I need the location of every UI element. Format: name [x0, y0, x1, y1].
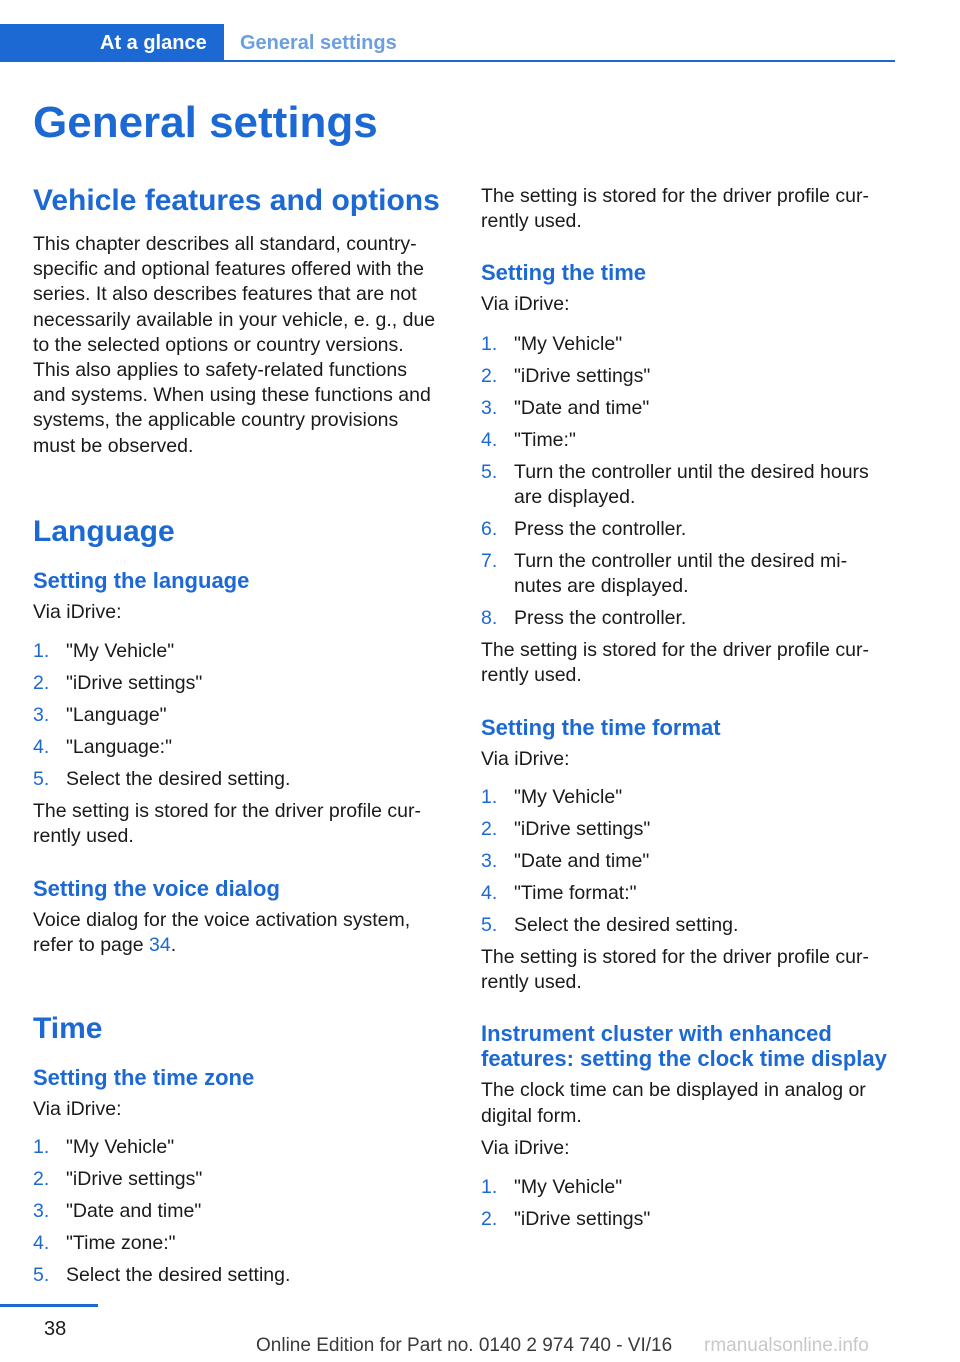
step-number: 5. — [33, 1264, 50, 1287]
via-idrive-label: Via iDrive: — [481, 293, 570, 316]
step-number: 2. — [481, 364, 498, 387]
voice-dialog-heading: Setting the voice dialog — [33, 875, 280, 901]
time-zone-heading: Setting the time zone — [33, 1065, 255, 1091]
step-number: 2. — [481, 1208, 498, 1231]
step-text: Turn the controller until the desired mi-nutes are displayed. — [514, 549, 848, 598]
step-number: 1. — [33, 1136, 50, 1159]
time-format-steps-list — [481, 785, 891, 938]
step-text: Select the desired setting. — [514, 913, 739, 936]
step-number: 3. — [33, 704, 50, 727]
left-column — [33, 183, 443, 1288]
cluster-clock-text: The clock time can be displayed in analog or digital form. — [481, 1079, 866, 1127]
list-item — [481, 460, 891, 510]
time-zone-steps-list — [33, 1135, 443, 1288]
step-number: 4. — [33, 736, 50, 759]
step-text: "iDrive settings" — [514, 817, 651, 840]
stored-note: The setting is stored for the driver profile cur-rently used. — [481, 639, 869, 687]
list-item — [481, 913, 891, 938]
step-number: 2. — [33, 672, 50, 695]
list-item — [33, 1263, 443, 1288]
step-text: "Date and time" — [66, 1200, 202, 1223]
time-format-heading: Setting the time format — [481, 714, 721, 740]
step-text: "Time format:" — [514, 881, 637, 904]
step-number: 1. — [33, 640, 50, 663]
step-number: 3. — [33, 1200, 50, 1223]
step-text: Press the controller. — [514, 607, 687, 630]
step-number: 2. — [481, 817, 498, 840]
step-number: 2. — [33, 1168, 50, 1191]
section-tab-at-a-glance[interactable]: At a glance — [0, 24, 224, 60]
step-number: 4. — [481, 881, 498, 904]
list-item — [481, 1207, 891, 1232]
step-text: Select the desired setting. — [66, 1264, 291, 1287]
list-item — [481, 364, 891, 389]
watermark-text: rmanualsonline.info — [704, 1335, 869, 1356]
step-number: 3. — [481, 396, 498, 419]
list-item — [33, 1135, 443, 1160]
list-item — [481, 606, 891, 631]
time-steps-list — [481, 332, 891, 632]
page-header — [0, 0, 960, 62]
step-number: 7. — [481, 549, 498, 572]
language-heading: Language — [33, 514, 175, 548]
step-number: 1. — [481, 1176, 498, 1199]
setting-time-heading: Setting the time — [481, 260, 647, 286]
step-text: "My Vehicle" — [66, 640, 175, 663]
via-idrive-label: Via iDrive: — [33, 600, 122, 623]
list-item — [481, 428, 891, 453]
right-column — [481, 184, 891, 1232]
stored-note: The setting is stored for the driver profile cur-rently used. — [481, 946, 869, 994]
step-text: "iDrive settings" — [66, 672, 203, 695]
step-number: 5. — [481, 913, 498, 936]
list-item — [481, 332, 891, 357]
step-text: "Time zone:" — [66, 1232, 176, 1255]
step-text: "Date and time" — [514, 396, 650, 419]
step-text: "Language:" — [66, 736, 173, 759]
step-text: Press the controller. — [514, 517, 687, 540]
cluster-steps-list — [481, 1175, 891, 1232]
list-item — [33, 767, 443, 792]
step-text: "My Vehicle" — [66, 1136, 175, 1159]
list-item — [481, 849, 891, 874]
step-number: 4. — [481, 428, 498, 451]
step-number: 5. — [481, 460, 498, 483]
cluster-clock-heading: Instrument cluster with enhanced features: setting the clock time display — [481, 1021, 887, 1072]
list-item — [33, 1231, 443, 1256]
step-text: "Date and time" — [514, 849, 650, 872]
list-item — [33, 735, 443, 760]
list-item — [481, 517, 891, 542]
list-item — [481, 817, 891, 842]
list-item — [33, 703, 443, 728]
voice-text-before: Voice dialog for the voice activation system, refer to page — [33, 908, 411, 956]
via-idrive-label: Via iDrive: — [481, 747, 570, 770]
step-number: 1. — [481, 785, 498, 808]
vehicle-features-text: This chapter describes all standard, country-specific and optional features offered with the series. It also describes features that are not necessarily available in your vehicle, e. g., due to the selected options or country versions. This also applies to safety-related functions and systems. When using these functions and systems, the applicable country provisions must be observed. — [33, 233, 436, 457]
step-text: "My Vehicle" — [514, 332, 623, 355]
via-idrive-label: Via iDrive: — [481, 1136, 570, 1159]
step-text: Turn the controller until the desired hours are displayed. — [514, 460, 869, 508]
list-item — [33, 639, 443, 664]
stored-note: The setting is stored for the driver profile cur-rently used. — [33, 800, 421, 848]
list-item — [33, 671, 443, 696]
step-text: "iDrive settings" — [66, 1168, 203, 1191]
setting-language-heading: Setting the language — [33, 567, 250, 593]
list-item — [481, 1175, 891, 1200]
step-text: "My Vehicle" — [514, 785, 623, 808]
footer-divider — [0, 1304, 98, 1307]
step-text: "Time:" — [514, 428, 576, 451]
list-item — [33, 1167, 443, 1192]
page-title: General settings — [33, 98, 378, 147]
edition-note: Online Edition for Part no. 0140 2 974 740 - VI/16 — [256, 1335, 673, 1356]
step-number: 1. — [481, 332, 498, 355]
header-divider — [0, 60, 895, 62]
stored-note: The setting is stored for the driver profile cur-rently used. — [481, 185, 869, 233]
list-item — [33, 1199, 443, 1224]
step-number: 5. — [33, 768, 50, 791]
list-item — [481, 396, 891, 421]
time-heading: Time — [33, 1012, 103, 1046]
step-text: "iDrive settings" — [514, 364, 651, 387]
step-text: "iDrive settings" — [514, 1208, 651, 1231]
page-number: 38 — [44, 1318, 67, 1340]
voice-dialog-text — [33, 908, 443, 958]
vehicle-features-heading: Vehicle features and options — [33, 184, 440, 217]
voice-text-after: . — [170, 933, 177, 956]
step-number: 6. — [481, 517, 498, 540]
section-tab-general-settings[interactable]: General settings — [240, 32, 397, 54]
step-number: 4. — [33, 1232, 50, 1255]
list-item — [481, 549, 891, 599]
step-number: 8. — [481, 607, 498, 630]
step-text: "Language" — [66, 704, 167, 727]
step-text: Select the desired setting. — [66, 768, 291, 791]
via-idrive-label: Via iDrive: — [33, 1098, 122, 1121]
language-steps-list — [33, 639, 443, 792]
step-text: "My Vehicle" — [514, 1176, 623, 1199]
step-number: 3. — [481, 849, 498, 872]
list-item — [481, 881, 891, 906]
list-item — [481, 785, 891, 810]
page-link[interactable]: 34 — [149, 933, 171, 956]
